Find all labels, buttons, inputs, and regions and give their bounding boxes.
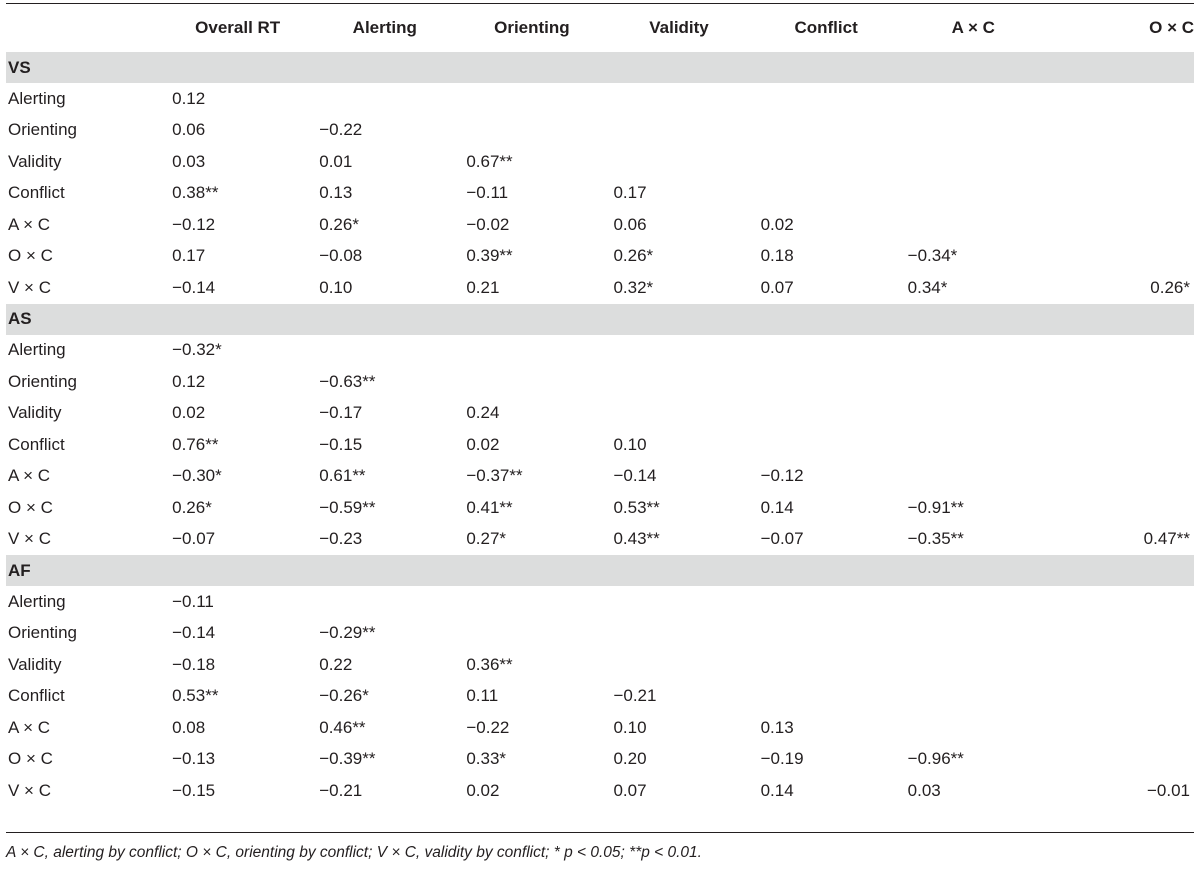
table-cell <box>605 115 752 147</box>
table-header <box>6 4 1194 52</box>
row-label: Conflict <box>8 686 65 706</box>
row-label: Validity <box>8 403 62 423</box>
table-cell: −0.14 <box>613 466 657 486</box>
row-label: A × C <box>8 717 51 737</box>
table-cell <box>753 429 900 461</box>
table-cell <box>1047 241 1194 273</box>
table-cell: 0.03 <box>907 780 941 800</box>
table-cell <box>900 712 1047 744</box>
table-cell: −0.34* <box>907 246 958 266</box>
header-a-x-c: A × C <box>951 18 995 37</box>
row-label: O × C <box>8 749 53 769</box>
table-cell: −0.15 <box>172 780 216 800</box>
table-cell <box>1047 586 1194 618</box>
table-cell <box>900 366 1047 398</box>
table-cell: −0.14 <box>172 277 216 297</box>
table-cell: 0.43** <box>613 529 660 549</box>
table-cell: 0.07 <box>760 277 794 297</box>
table-row <box>6 335 1194 367</box>
table-cell <box>1047 744 1194 776</box>
table-cell <box>605 335 752 367</box>
table-cell <box>753 586 900 618</box>
row-label: Orienting <box>8 623 77 643</box>
table-cell <box>1047 178 1194 210</box>
table-row <box>6 178 1194 210</box>
table-cell <box>311 586 458 618</box>
table-cell: 0.26* <box>319 214 359 234</box>
table-cell: 0.26* <box>172 497 212 517</box>
header-alerting: Alerting <box>352 18 417 37</box>
table-cell: 0.06 <box>613 214 647 234</box>
table-cell: −0.11 <box>172 591 214 611</box>
table-row <box>6 586 1194 618</box>
table-footnote: A × C, alerting by conflict; O × C, orienting by conflict; V × C, validity by conflict; * p < 0.05; **p < 0.01. <box>6 844 702 861</box>
table-cell: 0.03 <box>172 151 206 171</box>
table-cell <box>1047 429 1194 461</box>
header-conflict: Conflict <box>794 18 858 37</box>
table-cell: 0.18 <box>760 246 794 266</box>
row-label: A × C <box>8 214 51 234</box>
table-cell: 0.12 <box>172 371 206 391</box>
table-cell <box>900 115 1047 147</box>
table-cell: 0.11 <box>466 686 499 706</box>
table-cell: −0.23 <box>319 529 363 549</box>
table-cell: 0.53** <box>172 686 219 706</box>
table-cell: −0.12 <box>760 466 804 486</box>
table-cell <box>900 398 1047 430</box>
table-cell <box>1047 209 1194 241</box>
table-cell: 0.21 <box>466 277 500 297</box>
group-label: AF <box>6 555 1194 586</box>
table-cell <box>753 366 900 398</box>
table-cell: 0.38** <box>172 183 219 203</box>
table-cell: 0.10 <box>613 717 647 737</box>
table-cell: −0.08 <box>319 246 363 266</box>
row-label: Alerting <box>8 340 66 360</box>
table-cell: −0.26* <box>319 686 369 706</box>
table-cell <box>605 649 752 681</box>
table-row <box>6 366 1194 398</box>
table-cell <box>311 335 458 367</box>
table-cell <box>753 178 900 210</box>
table-cell <box>605 618 752 650</box>
table-cell <box>900 146 1047 178</box>
table-cell: −0.32* <box>172 340 222 360</box>
table-cell <box>900 586 1047 618</box>
table-cell: −0.15 <box>319 434 363 454</box>
table-cell <box>1047 335 1194 367</box>
table-cell: 0.01 <box>319 151 353 171</box>
table-row <box>6 398 1194 430</box>
table-row <box>6 681 1194 713</box>
table-cell: 0.53** <box>613 497 660 517</box>
table-cell: −0.07 <box>172 529 216 549</box>
table-cell <box>311 83 458 115</box>
table-row <box>6 649 1194 681</box>
table-cell <box>1047 83 1194 115</box>
table-row <box>6 524 1194 556</box>
table-cell <box>900 461 1047 493</box>
row-label: V × C <box>8 529 51 549</box>
table-cell <box>900 209 1047 241</box>
table-cell: 0.02 <box>466 434 500 454</box>
table-cell: 0.07 <box>613 780 647 800</box>
table-cell <box>605 586 752 618</box>
table-cell <box>1047 461 1194 493</box>
table-cell: 0.06 <box>172 120 206 140</box>
table-cell: −0.01 <box>1146 780 1190 800</box>
table-cell: −0.22 <box>319 120 363 140</box>
table-cell: −0.07 <box>760 529 804 549</box>
table-cell <box>753 618 900 650</box>
table-cell: −0.63** <box>319 371 376 391</box>
group-row-as <box>6 304 1194 335</box>
table-cell: −0.17 <box>319 403 363 423</box>
table-cell <box>458 366 605 398</box>
table-cell <box>458 618 605 650</box>
table-cell <box>1047 712 1194 744</box>
table-row <box>6 492 1194 524</box>
table-cell <box>900 649 1047 681</box>
table-cell <box>605 83 752 115</box>
table-cell: 0.32* <box>613 277 654 297</box>
table-row <box>6 429 1194 461</box>
table-cell: 0.12 <box>172 88 206 108</box>
table-cell: −0.12 <box>172 214 216 234</box>
table-cell: −0.13 <box>172 749 216 769</box>
table-cell: 0.08 <box>172 717 206 737</box>
table-cell <box>458 83 605 115</box>
table-cell <box>605 398 752 430</box>
row-label: Conflict <box>8 183 65 203</box>
table-cell <box>900 335 1047 367</box>
table-cell <box>900 618 1047 650</box>
table-cell <box>458 335 605 367</box>
table-row <box>6 146 1194 178</box>
table-cell <box>753 398 900 430</box>
table-cell: 0.02 <box>172 403 206 423</box>
table-cell <box>1047 366 1194 398</box>
table-cell: 0.26* <box>613 246 654 266</box>
table-cell: 0.26* <box>1150 277 1190 297</box>
table-cell: 0.02 <box>760 214 794 234</box>
table-cell <box>1047 618 1194 650</box>
table-cell <box>1047 398 1194 430</box>
table-cell: 0.17 <box>613 183 647 203</box>
row-label: Orienting <box>8 371 77 391</box>
table-cell: −0.02 <box>466 214 510 234</box>
table-cell: 0.33* <box>466 749 507 769</box>
table-cell <box>753 146 900 178</box>
table-cell: −0.18 <box>172 654 216 674</box>
table-cell <box>900 83 1047 115</box>
table-row <box>6 83 1194 115</box>
table-cell: −0.19 <box>760 749 804 769</box>
table-cell: −0.39** <box>319 749 376 769</box>
table-cell <box>1047 115 1194 147</box>
table-cell: 0.67** <box>466 151 513 171</box>
table-row <box>6 241 1194 273</box>
table-cell: 0.17 <box>172 246 206 266</box>
row-label: Validity <box>8 151 62 171</box>
table-cell: −0.59** <box>319 497 376 517</box>
table-cell <box>1047 146 1194 178</box>
header-o-x-c: O × C <box>1149 18 1194 37</box>
table-cell: 0.14 <box>760 780 794 800</box>
table-cell: 0.39** <box>466 246 513 266</box>
table-cell <box>753 83 900 115</box>
table-cell: −0.11 <box>466 183 509 203</box>
table-cell: 0.36** <box>466 654 513 674</box>
table-cell: −0.96** <box>907 749 964 769</box>
table-cell <box>458 115 605 147</box>
table-cell <box>458 586 605 618</box>
table-cell <box>753 115 900 147</box>
table-cell: −0.29** <box>319 623 376 643</box>
table-cell: 0.34* <box>907 277 948 297</box>
table-cell <box>900 429 1047 461</box>
table-row <box>6 461 1194 493</box>
header-empty <box>6 4 164 52</box>
table-cell: 0.22 <box>319 654 353 674</box>
table-cell: −0.14 <box>172 623 216 643</box>
table-cell <box>753 681 900 713</box>
row-label: Conflict <box>8 434 65 454</box>
table-cell <box>605 146 752 178</box>
table-cell <box>753 335 900 367</box>
row-label: Validity <box>8 654 62 674</box>
table-cell: 0.27* <box>466 529 507 549</box>
table-cell: 0.61** <box>319 466 366 486</box>
header-validity: Validity <box>649 18 709 37</box>
table-cell: 0.14 <box>760 497 794 517</box>
table-cell: 0.76** <box>172 434 219 454</box>
table-cell: −0.21 <box>319 780 363 800</box>
table-cell: −0.22 <box>466 717 510 737</box>
table-cell <box>1047 492 1194 524</box>
bottom-rule <box>6 832 1194 833</box>
table-cell: 0.13 <box>760 717 794 737</box>
table-cell: 0.46** <box>319 717 366 737</box>
table-cell <box>900 178 1047 210</box>
table-row <box>6 712 1194 744</box>
table-cell: 0.02 <box>466 780 500 800</box>
correlation-table <box>6 4 1194 807</box>
table-cell: 0.24 <box>466 403 500 423</box>
row-label: O × C <box>8 246 53 266</box>
table-cell: 0.10 <box>613 434 647 454</box>
table-row <box>6 209 1194 241</box>
row-label: V × C <box>8 277 51 297</box>
table-cell <box>1047 649 1194 681</box>
table-cell: 0.13 <box>319 183 353 203</box>
group-label: AS <box>6 304 1194 335</box>
table-cell <box>900 681 1047 713</box>
table-cell: 0.20 <box>613 749 647 769</box>
header-orienting: Orienting <box>494 18 570 37</box>
table-cell: −0.30* <box>172 466 222 486</box>
table-cell: −0.21 <box>613 686 657 706</box>
table-row <box>6 618 1194 650</box>
table-row <box>6 744 1194 776</box>
table-row <box>6 775 1194 807</box>
table-cell: 0.41** <box>466 497 513 517</box>
row-label: A × C <box>8 466 51 486</box>
table-row <box>6 115 1194 147</box>
row-label: Alerting <box>8 591 66 611</box>
group-row-vs <box>6 52 1194 83</box>
table-row <box>6 272 1194 304</box>
group-row-af <box>6 555 1194 586</box>
table-cell <box>753 649 900 681</box>
table-cell: 0.10 <box>319 277 353 297</box>
table-cell <box>1047 681 1194 713</box>
header-overall-rt: Overall RT <box>195 18 281 37</box>
row-label: Alerting <box>8 88 66 108</box>
table-cell: −0.91** <box>907 497 964 517</box>
table-cell <box>605 366 752 398</box>
row-label: O × C <box>8 497 53 517</box>
table-cell: 0.47** <box>1143 529 1190 549</box>
table-body <box>6 52 1194 807</box>
table-cell: −0.35** <box>907 529 964 549</box>
row-label: Orienting <box>8 120 77 140</box>
row-label: V × C <box>8 780 51 800</box>
group-label: VS <box>6 52 1194 83</box>
table-cell: −0.37** <box>466 466 523 486</box>
